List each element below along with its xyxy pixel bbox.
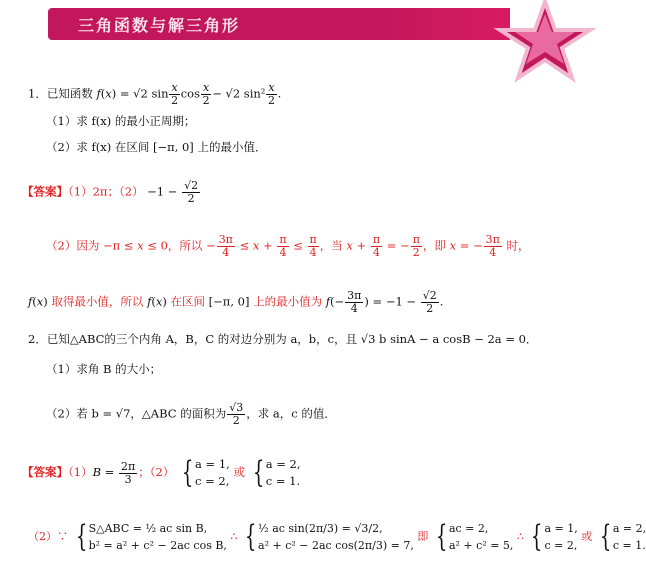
sol-eq: S△ABC = ½ ac sin B,	[88, 522, 208, 535]
answer-tag: 【答案】	[22, 465, 68, 479]
q1-part1: （1）求 f(x) 的最小正周期；	[46, 114, 196, 128]
answer-tag: 【答案】	[22, 184, 68, 199]
q2-part1: （1）求角 B 的大小；	[46, 362, 162, 376]
therefore-symbol: ∴	[516, 530, 524, 543]
q1-stem: 1．已知函数 f(x) = √2 sin $\frac{x}{2}$ cos $\frac{x}{2}$ − √2 sin² $\frac{x}{2}$ .	[28, 81, 282, 107]
star-icon	[450, 0, 600, 100]
ji-text: 即	[417, 530, 429, 543]
answer-eq: a = 1,	[195, 457, 230, 471]
answer-eq: c = 2,	[195, 474, 230, 488]
q1-solution-line1: （2）因为 −π ≤ x ≤ 0，所以 − $\frac{3\pi}{4}$ ≤ x + $\frac{\pi}{4}$ ≤ $\frac{\pi}{4}$ ，当 x + $\frac{\pi}{4}$ = − $\frac{\pi}{2}$ ，即 x = − $\frac{3\pi}{4}$ 时，	[46, 233, 530, 259]
q2-stem: 2．已知△ABC的三个内角 A，B，C 的对边分别为 a，b，c，且 √3 b sinA − a cosB − 2a = 0．	[28, 332, 538, 346]
sol-eq: c = 2,	[544, 539, 578, 552]
q1-solution-line2: f(x) 取得最小值，所以 f(x) 在区间 [−π, 0] 上的最小值为 f(− $\frac{3\pi}{4}$ ) = −1 − $\frac{√2}{2}$ .	[28, 289, 444, 315]
therefore-symbol: ∴	[230, 530, 238, 543]
q2-answer: 【答案】（1）B = $\frac{2\pi}{3}$ ；（2） { a = 1, c = 2, 或 { a = 2, c = 1.	[22, 455, 301, 490]
sol-eq: ½ ac sin(2π/3) = √3/2,	[258, 522, 383, 535]
sol-eq: ac = 2,	[448, 522, 489, 535]
or-text: 或	[581, 530, 593, 543]
q2-part2-text: （2）若 b = √7，△ABC 的面积为	[46, 406, 227, 421]
sol-prefix: （2）∵	[28, 530, 68, 543]
sol-eq: a = 1,	[544, 522, 578, 535]
page-title: 三角函数与解三角形	[78, 16, 241, 35]
q2-part2: （2）若 b = √7，△ABC 的面积为 $\frac{√3}{2}$ ，求 a，c 的值．	[46, 401, 336, 427]
sol-eq: b² = a² + c² − 2ac cos B,	[88, 539, 227, 552]
q1-stem-prefix: 1．已知函数	[28, 86, 93, 101]
sol-eq: a = 2,	[612, 522, 646, 535]
q1-part2: （2）求 f(x) 在区间 [−π, 0] 上的最小值．	[46, 140, 267, 154]
q2-part2-tail: ，求 a，c 的值．	[246, 406, 336, 421]
q2-solution: （2）∵ { S△ABC = ½ ac sin B, b² = a² + c² − 2ac cos B, ∴ { ½ ac sin(2π/3) = √3/2, a² + c² − 2ac cos(2π/3) = 7, 即 { ac = 2, a² + c² = 5, ∴ { a = 1, c = 2, 或 { a = 2, c = 1.	[28, 519, 646, 554]
sol-eq: a² + c² − 2ac cos(2π/3) = 7,	[258, 539, 414, 552]
answer-eq: a = 2,	[265, 457, 301, 471]
sol-eq: a² + c² = 5,	[448, 539, 514, 552]
answer-eq: c = 1.	[265, 474, 301, 488]
sol-eq: c = 1.	[612, 539, 646, 552]
q1-answer-text: （1）2π；（2）	[68, 184, 144, 199]
q1-answer: 【答案】（1）2π；（2） −1 − $\frac{√2}{2}$	[22, 179, 199, 205]
or-text: 或	[233, 465, 245, 479]
